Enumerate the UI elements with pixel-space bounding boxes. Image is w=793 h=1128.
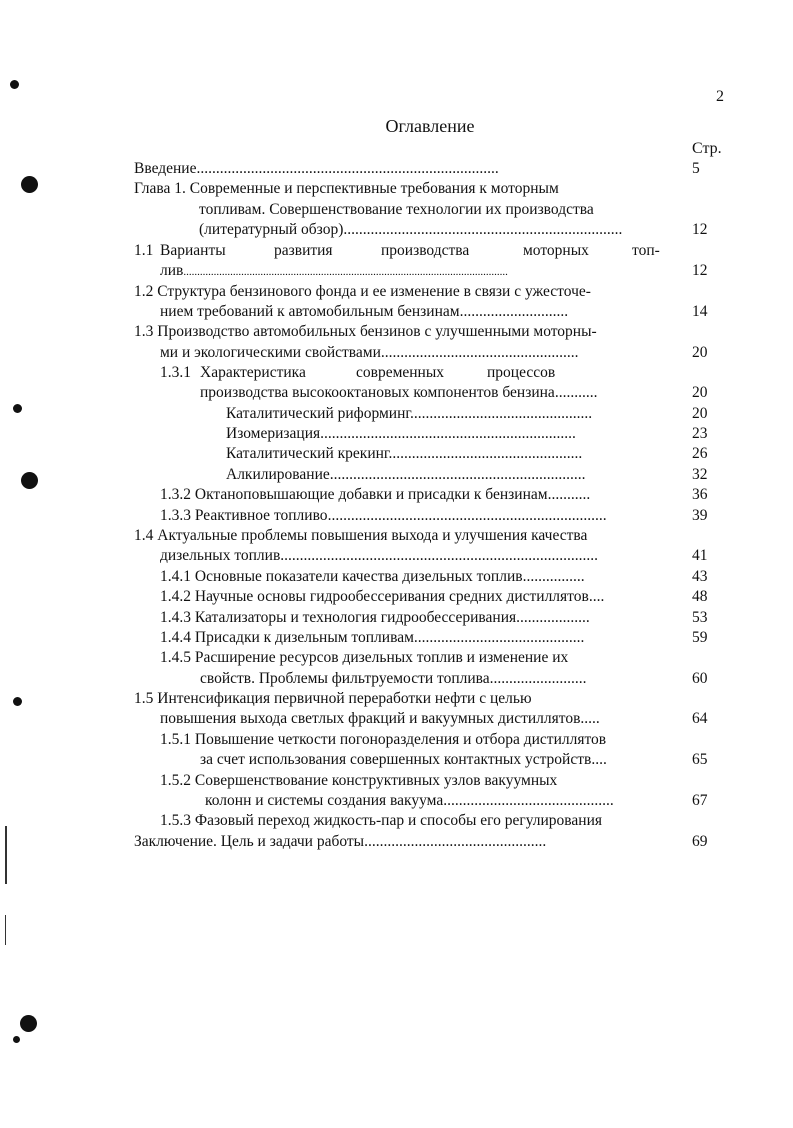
toc-entry-text: Изомеризация <box>226 425 321 442</box>
toc-page-number: 39 <box>692 507 708 524</box>
toc-page-number: 36 <box>692 486 708 503</box>
binder-hole-mark <box>21 472 38 489</box>
toc-page-number: 14 <box>692 303 708 320</box>
toc-page-number: 5 <box>692 160 700 177</box>
toc-entry-chapter-1-cont: топливам. Совершенствование технологии их производства <box>199 201 594 218</box>
binder-hole-mark <box>13 697 22 706</box>
toc-page-number: 23 <box>692 425 708 442</box>
toc-entry-1-3: 1.3 Производство автомобильных бензинов с улучшенными моторны- <box>134 323 597 340</box>
toc-section-number: 1.3.1 <box>160 364 191 381</box>
toc-page-number: 43 <box>692 568 708 585</box>
toc-entry-isomerization <box>226 424 576 444</box>
page-column-header: Стр. <box>692 140 722 157</box>
toc-page-number: 48 <box>692 588 708 605</box>
toc-entry-1-5-2: 1.5.2 Совершенствование конструктивных узлов вакуумных <box>160 772 558 789</box>
toc-leader-dots: ........................................................................ <box>327 507 607 524</box>
toc-leader-dots: ........................................................................ <box>343 221 623 238</box>
binder-hole-mark <box>21 176 38 193</box>
toc-entry-1-3-1-end <box>200 383 597 403</box>
binder-hole-mark <box>20 1015 37 1032</box>
toc-entry-text: колонн и системы создания вакуума <box>205 792 444 809</box>
toc-entry-alkylation <box>226 465 586 485</box>
toc-leader-dots: ............................ <box>459 303 569 320</box>
toc-entry-text: 1.3.3 Реактивное топливо <box>160 507 328 524</box>
toc-word: Характеристика <box>200 364 306 381</box>
toc-entry-intro <box>134 159 499 179</box>
toc-page-number: 67 <box>692 792 708 809</box>
toc-leader-dots: .................................................................. <box>320 425 576 442</box>
toc-word: моторных <box>523 242 589 259</box>
toc-entry-1-5-end <box>160 709 600 729</box>
toc-entry-1-4: 1.4 Актуальные проблемы повышения выхода и улучшения качества <box>134 527 588 544</box>
toc-entry-conclusion <box>134 832 546 852</box>
toc-entry-text: свойств. Проблемы фильтруемости топлива <box>200 670 490 687</box>
toc-leader-dots: .................................................................................. <box>280 547 599 564</box>
scan-edge-mark <box>5 915 6 945</box>
toc-entry-text: Заключение. Цель и задачи работы <box>134 833 365 850</box>
toc-entry-text: повышения выхода светлых фракций и вакуумных дистиллятов <box>160 710 581 727</box>
toc-leader-dots: .................................................. <box>388 445 583 462</box>
toc-page-number: 26 <box>692 445 708 462</box>
toc-entry-text: Каталитический риформинг <box>226 405 410 422</box>
toc-word: Варианты <box>160 242 226 259</box>
toc-word: топ- <box>632 242 660 259</box>
toc-entry-1-3-end <box>160 343 579 363</box>
toc-word: современных <box>356 364 445 381</box>
toc-page-number: 41 <box>692 547 708 564</box>
toc-entry-text: 1.4.1 Основные показатели качества дизельных топлив <box>160 568 523 585</box>
toc-entry-1-4-5-end <box>200 669 587 689</box>
toc-leader-dots: ................... <box>516 609 590 626</box>
toc-leader-dots: ............................................ <box>443 792 614 809</box>
toc-entry-text: производства высокооктановых компонентов бензина <box>200 384 555 401</box>
toc-entry-1-5-1-end <box>200 750 607 770</box>
toc-entry-text: нием требований к автомобильным бензинам <box>160 303 460 320</box>
toc-entry-text: Введение <box>134 160 197 177</box>
toc-page-number: 12 <box>692 221 708 238</box>
toc-entry-1-4-end <box>160 546 598 566</box>
page-number: 2 <box>716 88 724 105</box>
toc-entry-cracking <box>226 444 582 464</box>
toc-page-number: 20 <box>692 405 708 422</box>
toc-entry-chapter-1: Глава 1. Современные и перспективные требования к моторным <box>134 180 559 197</box>
toc-leader-dots: ...................................................................................................................... <box>183 266 508 278</box>
toc-page-number: 65 <box>692 751 708 768</box>
binder-hole-mark <box>10 80 19 89</box>
toc-leader-dots: ............................................ <box>413 629 585 646</box>
toc-page-number: 69 <box>692 833 708 850</box>
toc-entry-1-3-2 <box>160 485 590 505</box>
toc-page-number: 32 <box>692 466 708 483</box>
toc-entry-text: 1.4.4 Присадки к дизельным топливам <box>160 629 414 646</box>
toc-entry-text: Алкилирование <box>226 466 330 483</box>
toc-entry-1-1-end <box>160 261 508 282</box>
binder-hole-mark <box>13 1036 20 1043</box>
toc-leader-dots: .... <box>588 588 605 605</box>
toc-leader-dots: ............................................... <box>410 405 593 422</box>
binder-hole-mark <box>13 404 22 413</box>
toc-entry-1-4-3 <box>160 608 590 628</box>
toc-entry-text: за счет использования совершенных контактных устройств <box>200 751 592 768</box>
toc-leader-dots: ................ <box>522 568 585 585</box>
toc-entry-reforming <box>226 404 592 424</box>
toc-entry-1-4-2 <box>160 587 604 607</box>
toc-word: развития <box>274 242 333 259</box>
toc-leader-dots: ..... <box>580 710 600 727</box>
toc-word: производства <box>381 242 470 259</box>
toc-entry-1-4-1 <box>160 567 585 587</box>
toc-entry-text: (литературный обзор) <box>199 221 344 238</box>
toc-page-number: 59 <box>692 629 708 646</box>
toc-entry-text: лив <box>160 262 184 279</box>
toc-page-number: 20 <box>692 344 708 361</box>
toc-entry-1-5-1: 1.5.1 Повышение четкости погоноразделения и отбора дистиллятов <box>160 731 607 748</box>
toc-entry-1-2-end <box>160 302 568 322</box>
scan-edge-mark <box>5 826 7 884</box>
toc-leader-dots: ............................................... <box>364 833 547 850</box>
toc-page-number: 53 <box>692 609 708 626</box>
toc-leader-dots: .............................................................................. <box>196 160 499 177</box>
toc-leader-dots: ................................................... <box>380 344 579 361</box>
toc-entry-text: Каталитический крекинг <box>226 445 389 462</box>
toc-entry-text: 1.4.3 Катализаторы и технология гидрообессеривания <box>160 609 517 626</box>
toc-page-number: 12 <box>692 262 708 279</box>
toc-word: процессов <box>487 364 556 381</box>
toc-entry-text: 1.4.2 Научные основы гидрообессеривания средних дистиллятов <box>160 588 589 605</box>
toc-entry-text: 1.3.2 Октаноповышающие добавки и присадки к бензинам <box>160 486 548 503</box>
toc-leader-dots: .................................................................. <box>329 466 586 483</box>
toc-entry-chapter-1-end <box>199 220 622 240</box>
toc-leader-dots: ........... <box>547 486 591 503</box>
toc-leader-dots: .... <box>591 751 607 768</box>
toc-section-number: 1.1 <box>134 242 154 259</box>
toc-entry-1-5-3: 1.5.3 Фазовый переход жидкость-пар и способы его регулирования <box>160 812 603 829</box>
page-title: Оглавление <box>385 116 475 136</box>
toc-entry-1-4-4 <box>160 628 584 648</box>
toc-page-number: 60 <box>692 670 708 687</box>
toc-entry-1-5-2-end <box>205 791 614 811</box>
toc-leader-dots: ......................... <box>489 670 587 687</box>
toc-entry-1-4-5: 1.4.5 Расширение ресурсов дизельных топлив и изменение их <box>160 649 569 666</box>
toc-page-number: 20 <box>692 384 708 401</box>
toc-entry-1-2: 1.2 Структура бензинового фонда и ее изменение в связи с ужесточе- <box>134 283 591 300</box>
toc-entry-text: ми и экологическими свойствами <box>160 344 381 361</box>
toc-entry-text: дизельных топлив <box>160 547 281 564</box>
toc-page-number: 64 <box>692 710 708 727</box>
toc-entry-1-3-3 <box>160 506 607 526</box>
toc-leader-dots: ........... <box>554 384 598 401</box>
toc-entry-1-5: 1.5 Интенсификация первичной переработки нефти с целью <box>134 690 532 707</box>
